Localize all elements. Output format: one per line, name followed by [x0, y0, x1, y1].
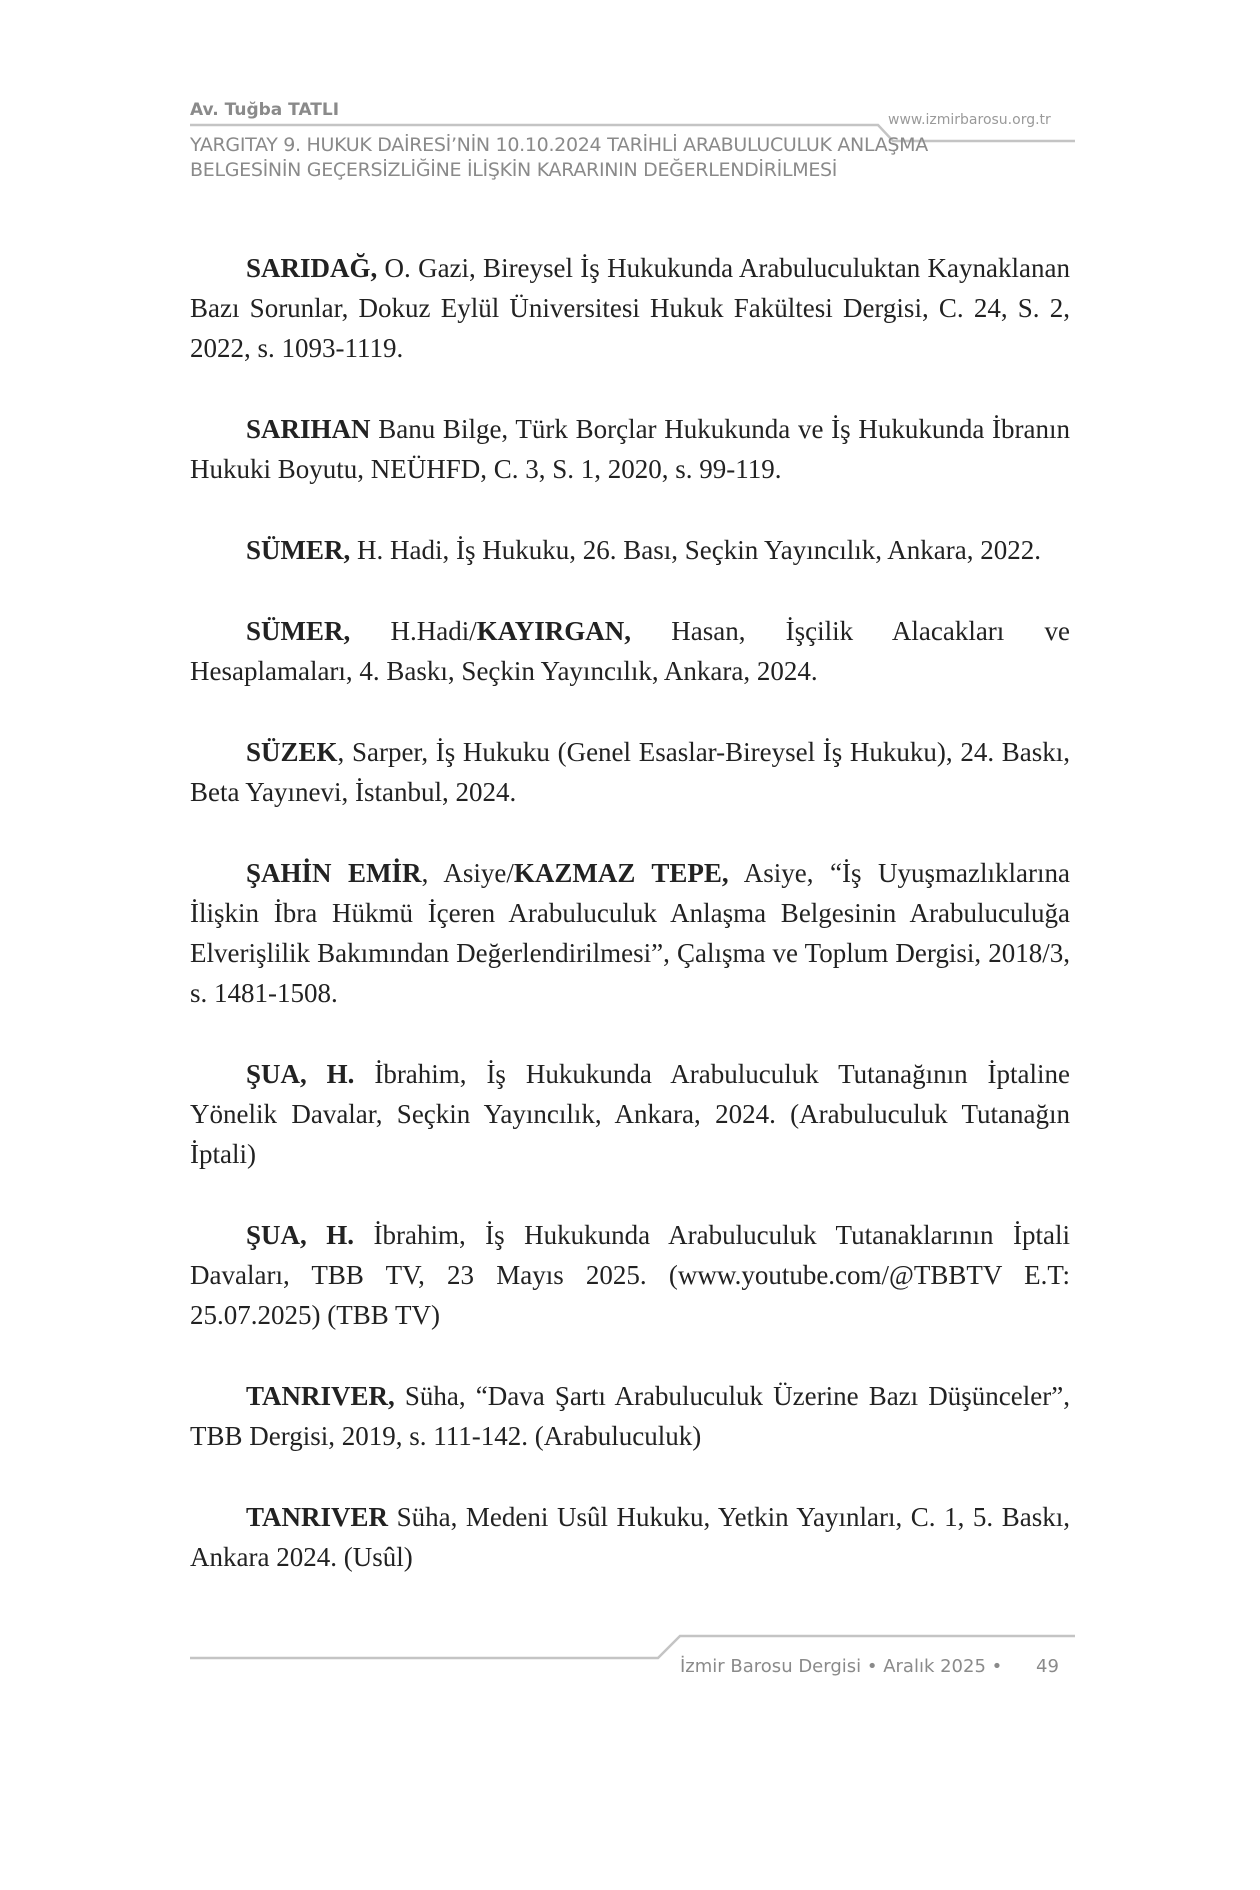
bibliography-entry — [190, 732, 1070, 812]
bibliography-entry — [190, 1497, 1070, 1577]
entry-text: Süha, Medeni Usûl Hukuku, Yetkin Yayınları, C. 1, 5. Baskı, Ankara 2024. (Usûl) — [190, 1502, 1070, 1572]
entry-author: KAYIRGAN, — [476, 616, 631, 646]
entry-author: TANRIVER — [246, 1502, 389, 1532]
bibliography-entry — [190, 409, 1070, 489]
bibliography-entry — [190, 530, 1070, 570]
entry-text: Banu Bilge, Türk Borçlar Hukukunda ve İş Hukukunda İbranın Hukuki Boyutu, NEÜHFD, C. 3, S. 1, 2020, s. 99-119. — [190, 414, 1070, 484]
bibliography-entry — [190, 1215, 1070, 1335]
entry-text: Süha, “Dava Şartı Arabuluculuk Üzerine Bazı Düşünceler”, TBB Dergisi, 2019, s. 111-142. (Arabuluculuk) — [190, 1381, 1070, 1451]
entry-author: SÜMER, — [246, 535, 351, 565]
entry-author: ŞUA, H. — [246, 1220, 354, 1250]
header-url: www.izmirbarosu.org.tr — [888, 112, 1051, 128]
bibliography-entry — [190, 1376, 1070, 1456]
bibliography-entry — [190, 611, 1070, 691]
entry-author: SARIDAĞ, — [246, 253, 378, 283]
entry-text: , Asiye/ — [421, 858, 514, 888]
bibliography-entry — [190, 248, 1070, 368]
entry-text: , Sarper, İş Hukuku (Genel Esaslar-Bireysel İş Hukuku), 24. Baskı, Beta Yayınevi, İstanbul, 2024. — [190, 737, 1070, 807]
bibliography-list — [190, 248, 1070, 1618]
entry-author: SARIHAN — [246, 414, 371, 444]
entry-text: H. Hadi, İş Hukuku, 26. Bası, Seçkin Yayıncılık, Ankara, 2022. — [350, 535, 1041, 565]
entry-author: ŞAHİN EMİR — [246, 858, 422, 888]
entry-text: Asiye, “İş Uyuşmazlıklarına İlişkin İbra Hükmü İçeren Arabuluculuk Anlaşma Belgesinin Arabuluculuğa Elverişlilik Bakımından Değerlendirilmesi”, Çalışma ve Toplum Dergisi, 2018/3, s. 1481-1508. — [190, 858, 1070, 1008]
entry-text: Hasan, İşçilik Alacakları ve Hesaplamaları, 4. Baskı, Seçkin Yayıncılık, Ankara, 2024. — [190, 616, 1070, 686]
entry-text: İbrahim, İş Hukukunda Arabuluculuk Tutanağının İptaline Yönelik Davalar, Seçkin Yayıncılık, Ankara, 2024. (Arabuluculuk Tutanağın İptali) — [190, 1059, 1070, 1169]
entry-text: H.Hadi/ — [350, 616, 477, 646]
entry-author: SÜZEK — [246, 737, 338, 767]
page-number: 49 — [1036, 1656, 1059, 1677]
entry-author: SÜMER, — [246, 616, 351, 646]
header-author: Av. Tuğba TATLI — [190, 100, 340, 120]
footer-journal: İzmir Barosu Dergisi • Aralık 2025 • — [680, 1656, 1003, 1677]
entry-author: TANRIVER, — [246, 1381, 395, 1411]
entry-author: ŞUA, H. — [246, 1059, 355, 1089]
bibliography-entry — [190, 1054, 1070, 1174]
entry-text: İbrahim, İş Hukukunda Arabuluculuk Tutanaklarının İptali Davaları, TBB TV, 23 Mayıs 2025. (www.youtube.com/@TBBTV E.T: 25.07.2025) (TBB TV) — [190, 1220, 1071, 1330]
header-article-title: YARGITAY 9. HUKUK DAİRESİ’NİN 10.10.2024 TARİHLİ ARABULUCULUK ANLAŞMA BELGESİNİN GEÇERSİZLİĞİNE İLİŞKİN KARARININ DEĞERLENDİRİLMESİ — [190, 134, 928, 181]
entry-author: KAZMAZ TEPE, — [513, 858, 729, 888]
entry-text: O. Gazi, Bireysel İş Hukukunda Arabuluculuktan Kaynaklanan Bazı Sorunlar, Dokuz Eylül Üniversitesi Hukuk Fakültesi Dergisi, C. 24, S. 2, 2022, s. 1093-1119. — [190, 253, 1070, 363]
bibliography-entry — [190, 853, 1070, 1013]
